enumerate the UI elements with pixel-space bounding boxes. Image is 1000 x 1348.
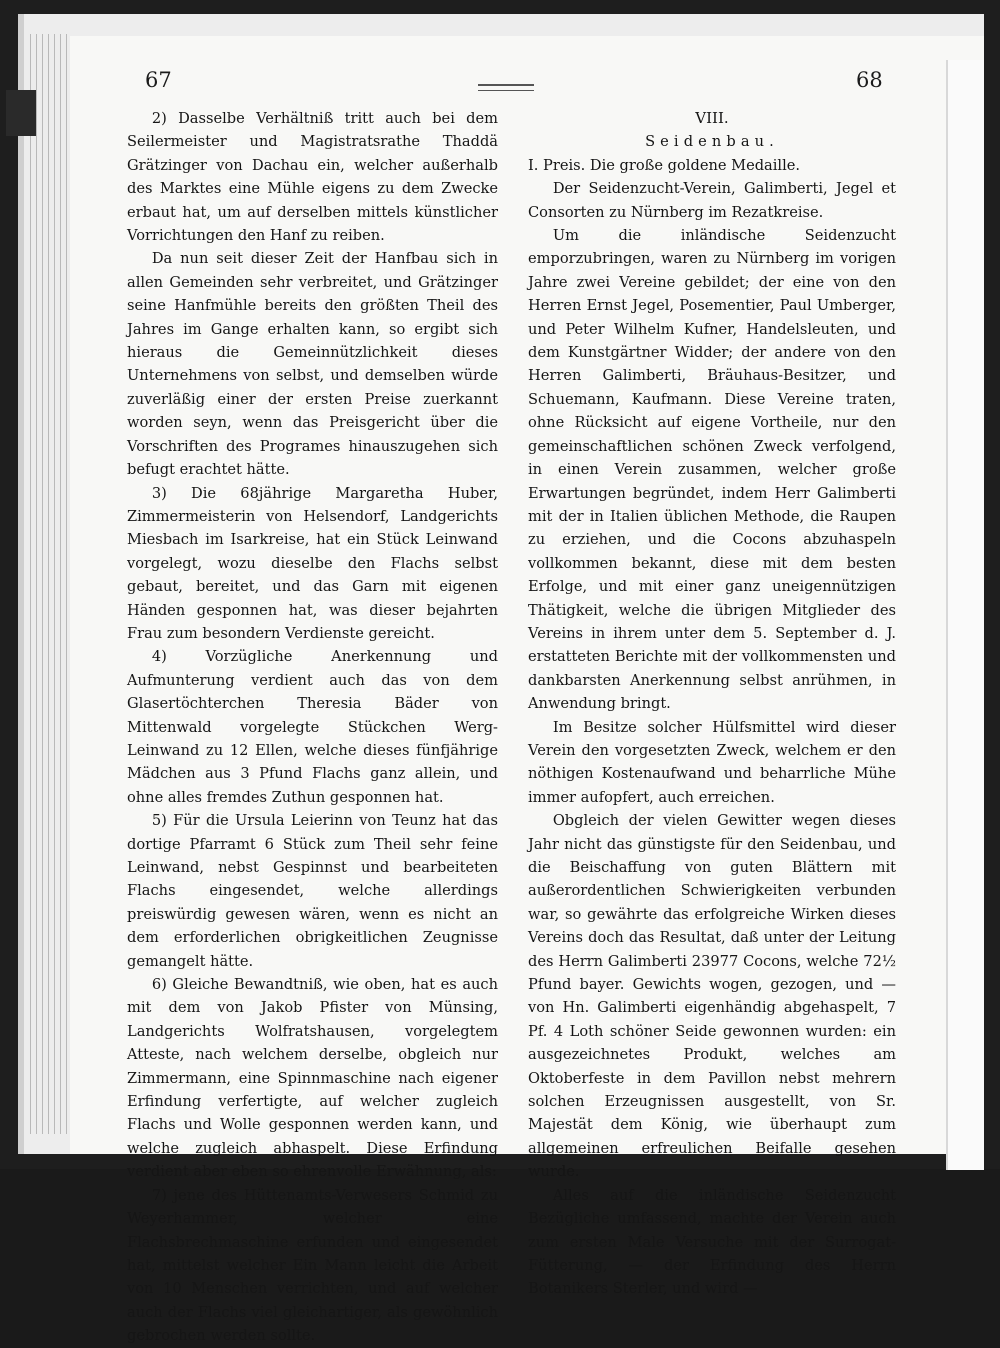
paragraph: Im Besitze solcher Hülfsmittel wird dieser Verein den vorgesetzten Zweck, welchem er den nöthigen Kostenaufwand und beharrliche Mühe immer aufopfert, auch erreichen. [528, 718, 896, 806]
page-edge-line [36, 34, 37, 1134]
page-edge-line [54, 34, 55, 1134]
right-column [528, 107, 896, 1301]
paragraph: 3) Die 68jährige Margaretha Huber, Zimmermeisterin von Helsendorf, Landgerichts Miesbach im Isarkreise, hat ein Stück Leinwand vorgelegt, wozu dieselbe den Flachs selbst gebaut, bereitet, und das Garn mit eigenen Händen gesponnen hat, was dieser bejahrten Frau zum besondern Verdienste gereicht. [127, 484, 498, 642]
page-number-left: 67 [145, 68, 172, 92]
page-edge-line [30, 34, 31, 1134]
paragraph: 4) Vorzügliche Anerkennung und Aufmunterung verdient auch das von dem Glasertöchterchen Theresia Bäder von Mittenwald vorgelegte Stückchen Werg-Leinwand zu 12 Ellen, welche dieses fünfjährige Mädchen aus 3 Pfund Flachs ganz allein, und ohne alles fremdes Zuthun gesponnen hat. [127, 648, 498, 806]
next-page-strip [946, 60, 984, 1170]
page-number-right: 68 [856, 68, 883, 92]
header-rule [478, 84, 534, 91]
paragraph: Alles auf die inländische Seidenzucht Bezügliche umfassend, machte der Verein auch zum ersten Male Versuche mit der Surrogat-Fütterung, — der Erfindung des Herrn Botanikers Sterler, und wird — [528, 1186, 896, 1298]
paragraph: 5) Für die Ursula Leierinn von Teunz hat das dortige Pfarramt 6 Stück zum Theil sehr feine Leinwand, nebst Gespinnst und bearbeiteten Flachs eingesendet, welche allerdings preiswürdig gewesen wären, wenn es nicht an dem erforderlichen obrigkeitlichen Zeugnisse gemangelt hätte. [127, 812, 498, 970]
paragraph: 6) Gleiche Bewandtniß, wie oben, hat es auch mit dem von Jakob Pfister von Münsing, Landgerichts Wolfratshausen, vorgelegtem Atteste, nach welchem derselbe, obgleich nur Zimmermann, eine Spinnmaschine nach eigener Erfindung verfertigte, auf welcher zugleich Flachs und Wolle gesponnen werden kann, und welche zugleich abhaspelt. Diese Erfindung verdient aber eben so ehrenvolle Erwähnung, als: [127, 976, 498, 1181]
recipient: Der Seidenzucht-Verein, Galimberti, Jegel et Consorten zu Nürnberg im Rezatkreise. [528, 180, 896, 221]
section-number: VIII. [695, 109, 729, 127]
paragraph: Um die inländische Seidenzucht emporzubringen, waren zu Nürnberg im vorigen Jahre zwei Vereine gebildet; der eine von den Herren Ernst Jegel, Posementier, Paul Umberger, und Peter Wilhelm Kufner, Handelsleuten, und dem Kunstgärtner Widder; der andere von den Herren Galimberti, Bräuhaus-Besitzer, und Schuemann, Kaufmann. Diese Vereine traten, ohne Rücksicht auf eigene Vortheile, nur den gemeinschaftlichen schönen Zweck verfolgend, in einen Verein zusammen, welcher große Erwartungen begründet, indem Herr Galimberti mit der in Italien üblichen Methode, die Raupen zu erziehen, und die Cocons abzuhaspeln vollkommen bekannt, diese mit dem besten Erfolge, und mit einer ganz uneigennützigen Thätigkeit, welche die übrigen Mitglieder des Vereins in ihrem unter dem 5. September d. J. erstatteten Berichte mit der vollkommensten und dankbarsten Anerkennung selbst anrühmen, in Anwendung bringt. [528, 227, 896, 713]
paragraph: Da nun seit dieser Zeit der Hanfbau sich in allen Gemeinden sehr verbreitet, und Grätzinger seine Hanfmühle bereits den größten Theil des Jahres im Gange erhalten kann, so ergibt sich hieraus die Gemeinnützlichkeit dieses Unternehmens von selbst, und demselben würde zuverläßig einer der ersten Preise zuerkannt worden seyn, wenn das Preisgericht über die Vorschriften des Programes hinauszugehen sich befugt erachtet hätte. [127, 250, 498, 479]
paragraph: 7) jene des Hüttenamts-Verwesers Schmid zu Weyerhammer, welcher eine Flachsbrechmaschine erfunden und eingesendet hat, mittelst welcher Ein Mann leicht die Arbeit von 10 Menschen verrichten, und auf welcher auch der Flachs viel gleichartiger, als gewöhnlich gebrochen werden sollte. [127, 1186, 498, 1345]
binding-tab [6, 90, 36, 136]
prize-line: I. Preis. Die große goldene Medaille. [528, 156, 801, 174]
page-edge-line [66, 34, 67, 1134]
page-edge-line [48, 34, 49, 1134]
section-title: Seidenbau. [645, 133, 779, 151]
paragraph: Obgleich der vielen Gewitter wegen dieses Jahr nicht das günstigste für den Seidenbau, und die Beischaffung von guten Blättern mit außerordentlichen Schwierigkeiten verbunden war, so gewährte das erfolgreiche Wirken dieses Vereins doch das Resultat, daß unter der Leitung des Herrn Galimberti 23977 Cocons, welche 72½ Pfund bayer. Gewichts wogen, gezogen, und — von Hn. Galimberti eigenhändig abgehaspelt, 7 Pf. 4 Loth schöner Seide gewonnen wurden: ein ausgezeichnetes Produkt, welches am Oktoberfeste in dem Pavillon nebst mehrern solchen Erzeugnissen ausgestellt, von Sr. Majestät dem König, wie überhaupt zum allgemeinen erfreulichen Beifalle gesehen wurde. [528, 812, 896, 1181]
page-edge-line [42, 34, 43, 1134]
paragraph: 2) Dasselbe Verhältniß tritt auch bei dem Seilermeister und Magistratsrathe Thaddä Grätzinger von Dachau ein, welcher außerhalb des Marktes eine Mühle eigens zu dem Zwecke erbaut hat, um auf derselben mittels künstlicher Vorrichtungen den Hanf zu reiben. [127, 110, 498, 245]
left-column [127, 107, 498, 1348]
page-edge-line [60, 34, 61, 1134]
